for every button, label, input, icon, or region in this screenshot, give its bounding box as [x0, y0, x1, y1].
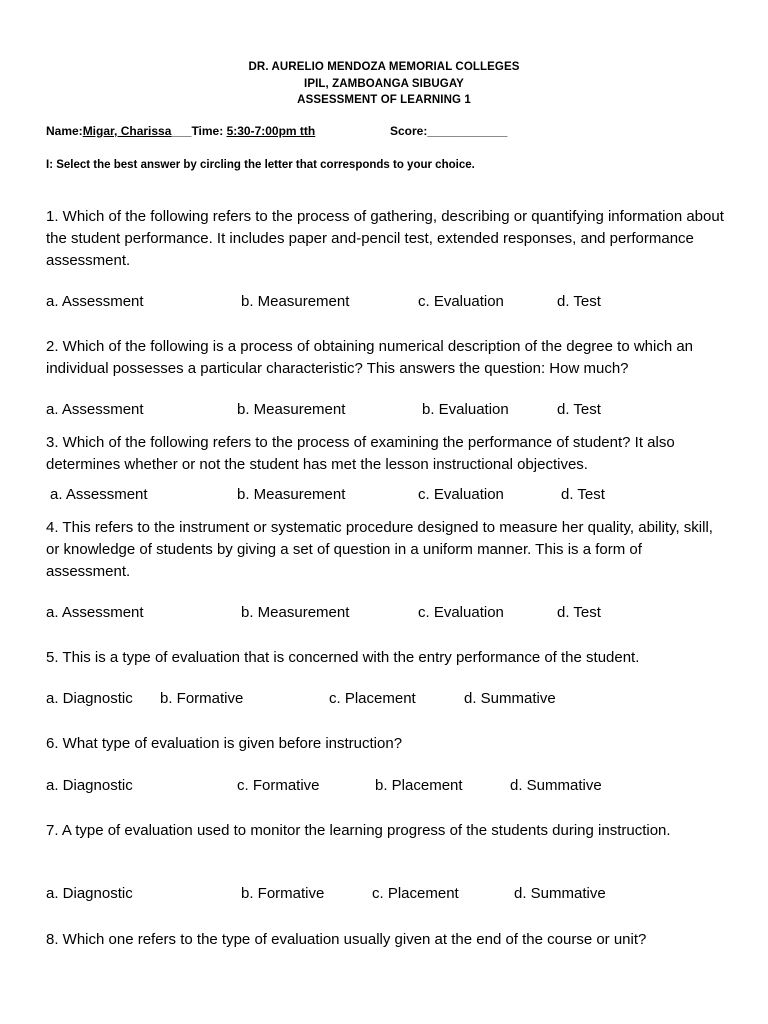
- q4-option-a[interactable]: a. Assessment: [46, 604, 144, 621]
- q3-option-b[interactable]: b. Measurement: [237, 486, 346, 503]
- q2-option-d[interactable]: d. Test: [557, 401, 601, 418]
- q5-option-c[interactable]: c. Placement: [329, 690, 416, 707]
- q5-option-b[interactable]: b. Formative: [160, 690, 244, 707]
- score-field: [390, 124, 507, 138]
- q1-option-a[interactable]: a. Assessment: [46, 293, 144, 310]
- q3-option-c[interactable]: c. Evaluation: [418, 486, 504, 503]
- school-address: IPIL, ZAMBOANGA SIBUGAY: [304, 78, 464, 90]
- q4-option-c[interactable]: c. Evaluation: [418, 604, 504, 621]
- score-label: Score:: [390, 124, 428, 138]
- q2-option-c[interactable]: b. Evaluation: [422, 401, 509, 418]
- question-3: 3. Which of the following refers to the process of examining the performance of student? It also determines whether or not the student has met the lesson instructional objectives.: [46, 434, 675, 473]
- question-4: 4. This refers to the instrument or systematic procedure designed to measure her quality, ability, skill, or knowledge of students by giving a set of question in a uniform manner. This is a form of assessment.: [46, 519, 713, 580]
- school-name: DR. AURELIO MENDOZA MEMORIAL COLLEGES: [248, 61, 520, 73]
- q1-option-d[interactable]: d. Test: [557, 293, 601, 310]
- q6-option-b[interactable]: c. Formative: [237, 777, 320, 794]
- score-blank: ____________: [427, 124, 508, 138]
- name-blank: ___: [171, 124, 192, 138]
- q5-option-d[interactable]: d. Summative: [464, 690, 556, 707]
- question-6: 6. What type of evaluation is given before instruction?: [46, 735, 403, 752]
- q4-option-b[interactable]: b. Measurement: [241, 604, 350, 621]
- q3-option-d[interactable]: d. Test: [561, 486, 605, 503]
- question-2: 2. Which of the following is a process of obtaining numerical description of the degree to which an individual possesses a particular characteristic? This answers the question: How much?: [46, 338, 694, 377]
- time-value: 5:30-7:00pm tth: [226, 124, 316, 138]
- name-label: Name:: [46, 124, 83, 138]
- q1-option-b[interactable]: b. Measurement: [241, 293, 350, 310]
- q2-option-a[interactable]: a. Assessment: [46, 401, 144, 418]
- instructions: I: Select the best answer by circling the letter that corresponds to your choice.: [46, 159, 475, 171]
- q3-option-a[interactable]: a. Assessment: [50, 486, 148, 503]
- name-field: [46, 124, 315, 138]
- q1-option-c[interactable]: c. Evaluation: [418, 293, 504, 310]
- q7-option-c[interactable]: c. Placement: [372, 885, 459, 902]
- question-5: 5. This is a type of evaluation that is concerned with the entry performance of the student.: [46, 649, 640, 666]
- question-1: 1. Which of the following refers to the process of gathering, describing or quantifying information about the student performance. It includes paper and-pencil test, extended responses, and performance assessment.: [46, 208, 724, 269]
- q7-option-b[interactable]: b. Formative: [241, 885, 325, 902]
- q7-option-a[interactable]: a. Diagnostic: [46, 885, 133, 902]
- exam-title: ASSESSMENT OF LEARNING 1: [297, 94, 471, 106]
- question-7: 7. A type of evaluation used to monitor the learning progress of the students during instruction.: [46, 822, 671, 839]
- q5-option-a[interactable]: a. Diagnostic: [46, 690, 133, 707]
- time-label: Time:: [191, 124, 227, 138]
- q6-option-c[interactable]: b. Placement: [375, 777, 463, 794]
- q2-option-b[interactable]: b. Measurement: [237, 401, 346, 418]
- q6-option-d[interactable]: d. Summative: [510, 777, 602, 794]
- q6-option-a[interactable]: a. Diagnostic: [46, 777, 133, 794]
- q7-option-d[interactable]: d. Summative: [514, 885, 606, 902]
- q4-option-d[interactable]: d. Test: [557, 604, 601, 621]
- name-value: Migar, Charissa: [82, 124, 172, 138]
- question-8: 8. Which one refers to the type of evaluation usually given at the end of the course or unit?: [46, 931, 647, 948]
